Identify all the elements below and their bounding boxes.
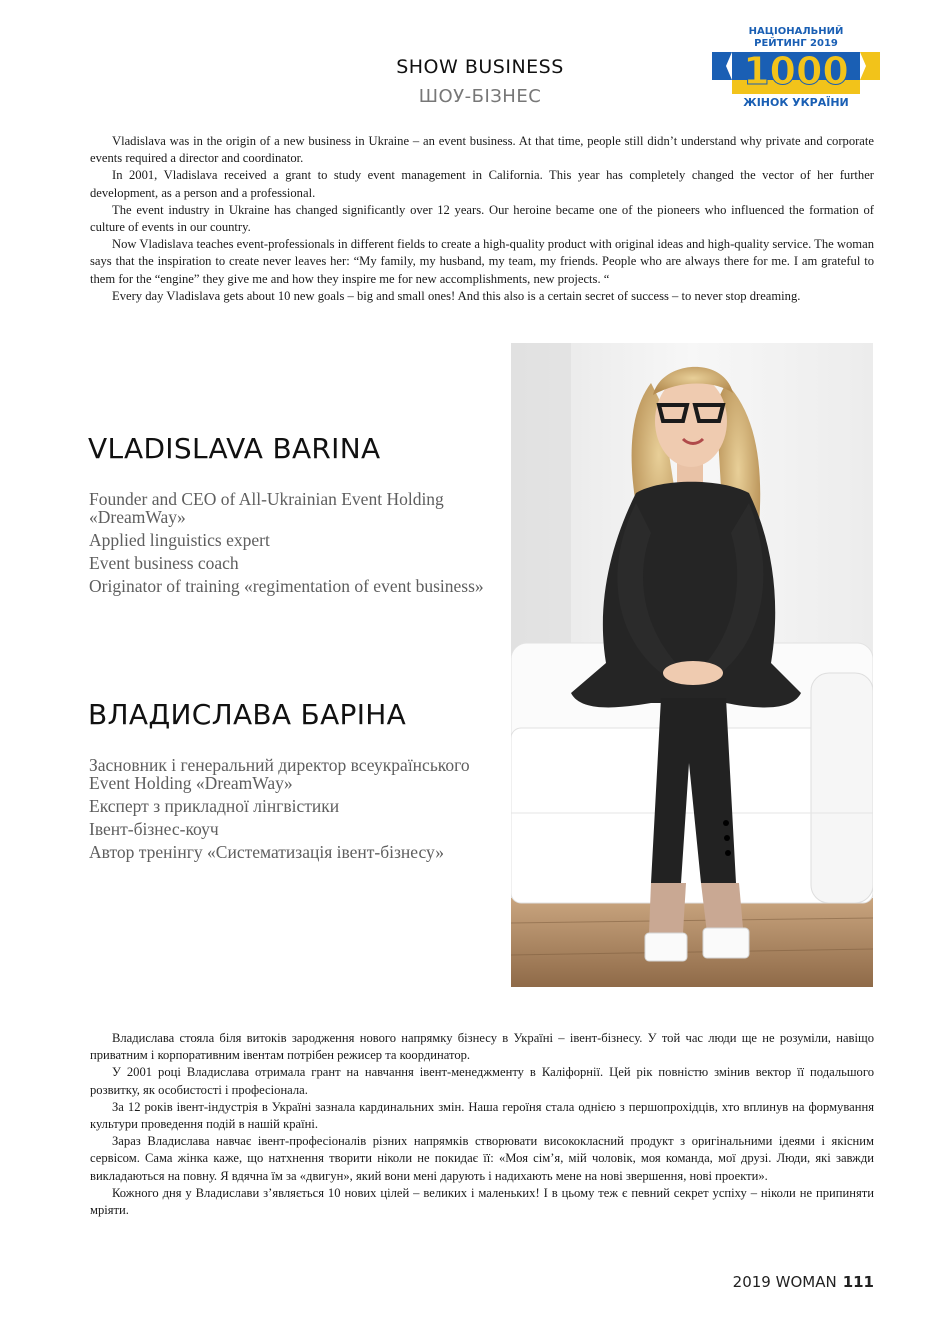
section-title-en: SHOW BUSINESS [396,56,564,78]
rating-badge [712,22,880,114]
paragraph: The event industry in Ukraine has changed significantly over 12 years. Our heroine became one of the pioneers who influenced the formation of culture of events in our country. [90,202,874,235]
article-body-ua [90,1030,874,1219]
badge-line1: НАЦІОНАЛЬНИЙ [748,26,844,37]
portrait-photo [511,343,873,987]
section-title-ua: ШОУ-БІЗНЕС [418,86,542,107]
role-item: Експерт з прикладної лінгвістики [89,796,340,816]
rating-badge-graphic [712,22,880,114]
roles-list-ua [89,756,499,866]
paragraph: Now Vladislava teaches event-professionals in different fields to create a high-quality product with original ideas and high-quality service. The woman says that the inspiration to create never leaves her: “My family, my husband, my team, my friends. People who are always there for me. I am grateful to them for the “engine” they give me and how they inspire me for new accomplishments, new projects. “ [90,237,874,286]
role-item: Автор тренінгу «Систематизація івент-бізнесу» [89,842,444,862]
paragraph: In 2001, Vladislava received a grant to study event management in California. This year has completely changed the vector of her further development, as a person and a professional. [90,168,874,200]
paragraph: Кожного дня у Владислави з’являється 10 нових цілей – великих і маленьких! І в цьому теж є певний секрет успіху – ніколи не припиняти мріяти. [90,1185,874,1218]
person-name-ua: ВЛАДИСЛАВА БАРІНА [88,698,407,731]
paragraph: У 2001 році Владислава отримала грант на навчання івент-менеджменту в Каліфорнії. Цей рік повністю змінив вектор її подальшого розвитку, як особистості і професіонала. [90,1065,874,1097]
badge-line2: РЕЙТИНГ 2019 [754,38,838,49]
role-item: Засновник і генеральний директор всеукраїнського Event Holding «DreamWay» [89,755,470,793]
roles-list-en [89,490,499,600]
portrait-illustration [511,343,873,987]
role-item: Founder and CEO of All-Ukrainian Event Holding «DreamWay» [89,489,444,527]
badge-number: 1000 [743,49,849,93]
paragraph: За 12 років івент-індустрія в Україні зазнала кардинальних змін. Наша героїня стала однією з першопрохідців, хто вплинув на формування культури проведення подій в нашій країні. [90,1099,874,1132]
paragraph: Владислава стояла біля витоків зародження нового напрямку бізнесу в Україні – івент-бізнесу. У той час люди ще не розуміли, навіщо приватним і корпоративним івентам потрібен режисер та координатор. [90,1031,874,1063]
role-item: Originator of training «regimentation of event business» [89,576,484,596]
role-item: Event business coach [89,553,239,573]
paragraph: Vladislava was in the origin of a new business in Ukraine – an event business. At that time, people still didn’t understand why private and corporate events required a director and coordinator. [90,134,874,166]
role-item: Applied linguistics expert [89,530,270,550]
paragraph: Every day Vladislava gets about 10 new goals – big and small ones! And this also is a certain secret of success – to never stop dreaming. [112,288,801,303]
article-body-en [90,133,874,305]
issue-label: 2019 WOMAN [732,1273,837,1291]
person-name-en: VLADISLAVA BARINA [88,432,381,465]
page-footer [690,1273,874,1291]
page-number: 111 [842,1273,874,1291]
badge-line3: ЖІНОК УКРАЇНИ [743,96,849,109]
role-item: Івент-бізнес-коуч [89,819,219,839]
paragraph: Зараз Владислава навчає івент-професіоналів різних напрямків створювати висококласний продукт з оригінальними ідеями і якісним сервісом. Сама жінка каже, що натхнення творити ніколи не покидає її: «Моя сім’я, мій чоловік, моя команда, мої друзі. Люди, які завжди викладаються на повну. Я вдячна їм за «двигун», який вони мені дарують і надихають мене на нові звершення, нові проекти». [90,1134,874,1183]
